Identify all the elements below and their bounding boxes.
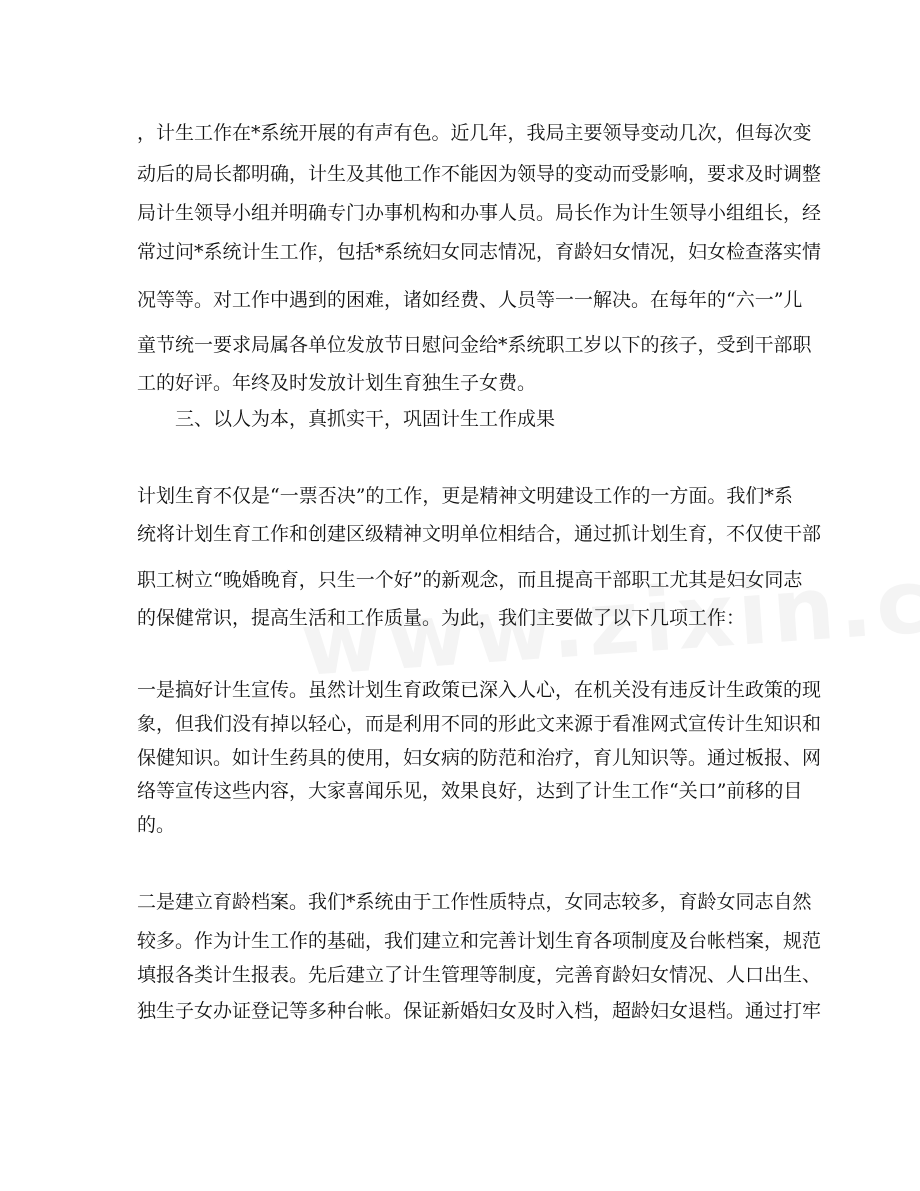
text-line: 工的好评。年终及时发放计划生育独生子女费。: [137, 372, 537, 394]
text-line: 常过问*系统计生工作，包括*系统妇女同志情况，育龄妇女情况，妇女检查落实情: [137, 241, 822, 263]
text-line: 络等宣传这些内容，大家喜闻乐见，效果良好，达到了计生工作“关口”前移的目: [137, 780, 803, 802]
text-line: 象，但我们没有掉以轻心，而是利用不同的形此文来源于看准网式宣传计生知识和: [137, 713, 822, 735]
text-line: 况等等。对工作中遇到的困难，诸如经费、人员等一一解决。在每年的“六一”儿: [137, 289, 803, 311]
text-line: 童节统一要求局属各单位发放节日慰问金给*系统职工岁以下的孩子，受到干部职: [137, 334, 812, 356]
text-line: 计划生育不仅是“一票否决”的工作，更是精神文明建设工作的一方面。我们*系: [137, 485, 793, 507]
text-line: 填报各类计生报表。先后建立了计生管理等制度，完善育龄妇女情况、人口出生、: [137, 964, 822, 986]
text-line: 保健知识。如计生药具的使用，妇女病的防范和治疗，育儿知识等。通过板报、网: [137, 747, 822, 769]
text-line: 动后的局长都明确，计生及其他工作不能因为领导的变动而受影响，要求及时调整: [137, 163, 822, 185]
section-heading: 三、以人为本，真抓实干，巩固计生工作成果: [175, 408, 556, 430]
text-line: 独生子女办证登记等多种台帐。保证新婚妇女及时入档，超龄妇女退档。通过打牢: [137, 1000, 822, 1022]
text-line: 一是搞好计生宣传。虽然计划生育政策已深入人心，在机关没有违反计生政策的现: [137, 679, 822, 701]
text-line: 的。: [137, 814, 176, 836]
text-line: ，计生工作在*系统开展的有声有色。近几年，我局主要领导变动几次，但每次变: [137, 122, 812, 144]
text-line: 二是建立育龄档案。我们*系统由于工作性质特点，女同志较多，育龄女同志自然: [137, 891, 812, 913]
text-line: 局计生领导小组并明确专门办事机构和办事人员。局长作为计生领导小组组长，经: [137, 202, 822, 224]
text-line: 较多。作为计生工作的基础，我们建立和完善计划生育各项制度及台帐档案，规范: [137, 930, 822, 952]
text-line: 的保健常识，提高生活和工作质量。为此，我们主要做了以下几项工作：: [137, 607, 746, 629]
text-line: 职工树立“晚婚晚育，只生一个好”的新观念，而且提高干部职工尤其是妇女同志: [137, 569, 803, 591]
text-line: 统将计划生育工作和创建区级精神文明单位相结合，通过抓计划生育，不仅使干部: [137, 523, 822, 545]
